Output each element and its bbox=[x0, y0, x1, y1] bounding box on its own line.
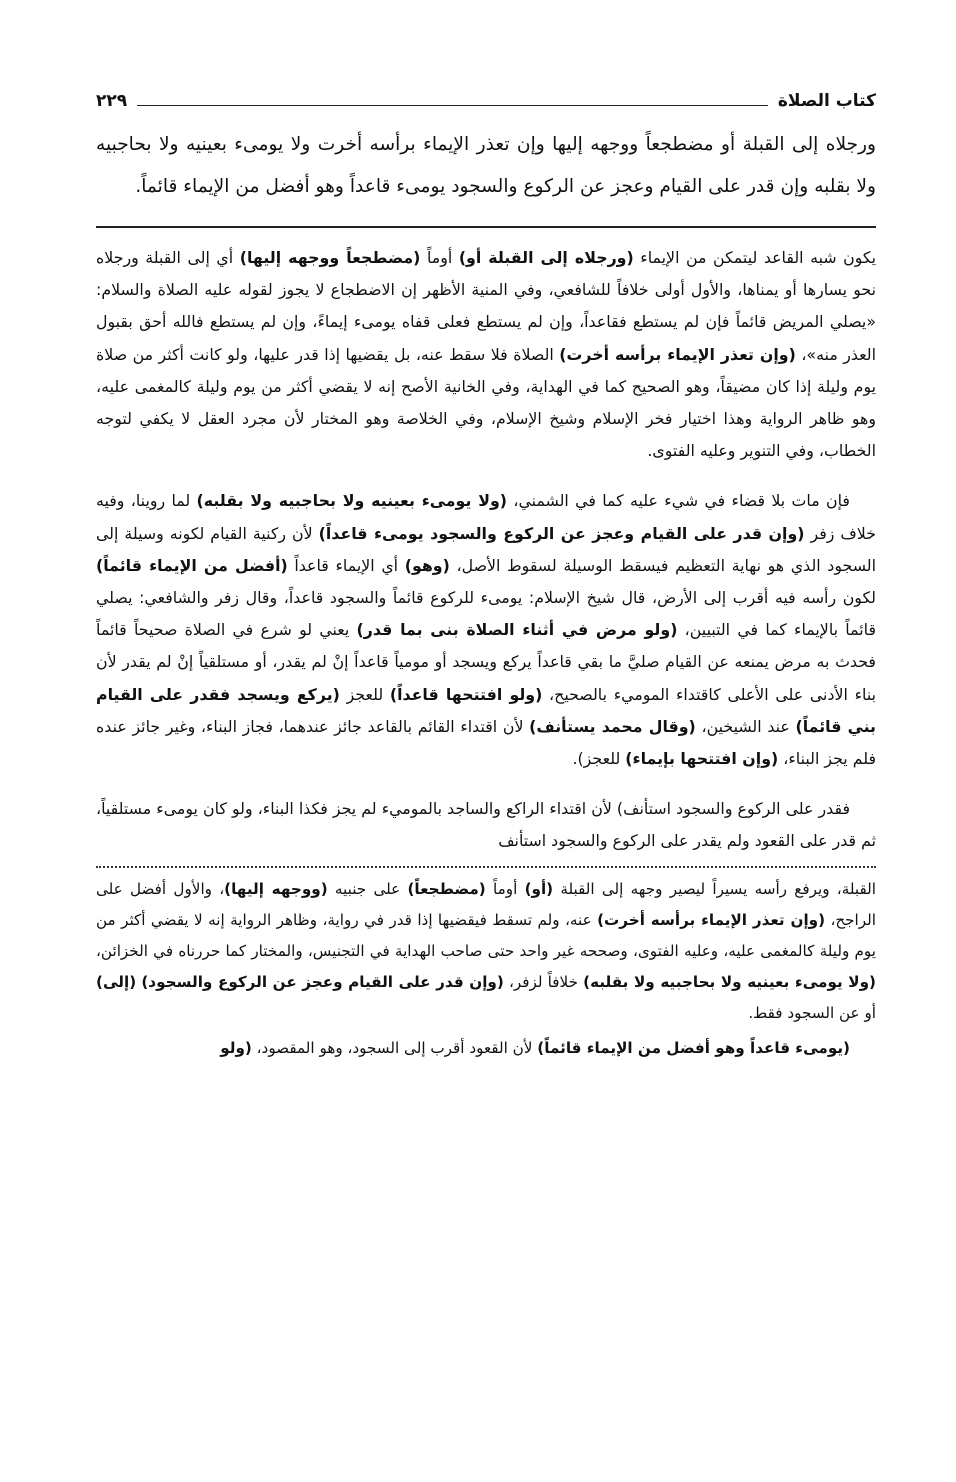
matn-quote-bold: (ولا يومىء بعينيه ولا بحاجبيه ولا بقلبه) bbox=[583, 972, 876, 991]
sharh-paragraph-1 bbox=[96, 242, 876, 467]
commentary-text: لأن القعود أقرب إلى السجود، وهو المقصود، bbox=[251, 1038, 538, 1057]
footnote-divider bbox=[96, 866, 876, 868]
commentary-text: عنه، ولم تسقط فيقضيها إذا قدر في رواية، وظاهر الرواية إنه لا يقضي أكثر من يوم وليلة كالمغمى عليه، وعليه الفتوى، وصححه غير واحد حتى صاحب الهداية في التجنيس، والمختار كما حررناه في الخزائن، bbox=[96, 910, 876, 960]
commentary-text: أوماً bbox=[420, 248, 459, 267]
matn-quote-bold: (أفضل من الإيماء قائماً) bbox=[96, 555, 288, 575]
commentary-text: على جنبيه bbox=[327, 879, 408, 898]
commentary-text: لأن ركنية القيام لكونه وسيلة إلى السجود الذي هو نهاية التعظيم فيسقط الوسيلة لسقوط الأصل، bbox=[96, 523, 876, 575]
sharh-commentary-block bbox=[96, 242, 876, 858]
matn-quote-bold: (وإن افتتحها بإيماء) bbox=[625, 749, 779, 769]
commentary-text: خلافاً لزفر، bbox=[503, 972, 584, 991]
matn-quote-bold: (وهو) bbox=[404, 555, 450, 575]
matn-quote-bold: (أو) bbox=[524, 879, 554, 898]
commentary-text: أي الإيماء قاعداً bbox=[287, 555, 405, 575]
hashiya-paragraph-2 bbox=[96, 1033, 876, 1064]
hashiya-footnote-block bbox=[96, 874, 876, 1064]
matn-divider bbox=[96, 226, 876, 228]
sharh-paragraph-2 bbox=[96, 485, 876, 775]
commentary-text: يكون شبه القاعد ليتمكن من الإيماء bbox=[633, 248, 877, 267]
commentary-text: لأن اقتداء القائم بالقاعد جائز عندهما، فجاز البناء، وغير جائز عنده فلم يجز البناء، bbox=[96, 716, 876, 769]
sharh-paragraph-3 bbox=[96, 793, 876, 857]
matn-quote-bold: (يركع ويسجد فقدر على القيام بني قائماً) bbox=[96, 684, 876, 736]
commentary-text: ، والأول أفضل على الراجح، bbox=[96, 879, 876, 929]
commentary-text: للعجز bbox=[339, 684, 390, 704]
matn-quote-bold: (ووجهه إليها) bbox=[224, 879, 328, 898]
matn-quote-bold: (وإن قدر على القيام وعجز عن الركوع والسجود) bbox=[141, 972, 504, 991]
matn-quote-bold: (وإن تعذر الإيماء برأسه أخرت) bbox=[559, 344, 796, 364]
hashiya-paragraph-1 bbox=[96, 874, 876, 1029]
matn-quote-bold: (وإن قدر على القيام وعجز عن الركوع والسجود يومىء قاعداً) bbox=[318, 523, 805, 543]
page-number: ٢٢٩ bbox=[96, 91, 128, 111]
matn-quote-bold: (ولو bbox=[220, 1038, 252, 1057]
matn-quote-bold: (ولو افتتحها قاعداً) bbox=[389, 684, 543, 704]
commentary-text: القبلة، ويرفع رأسه يسيراً ليصير وجهه إلى القبلة bbox=[553, 879, 876, 898]
book-page bbox=[96, 70, 876, 1470]
matn-quote-bold: (يومىء قاعداً وهو أفضل من الإيماء قائماً) bbox=[537, 1038, 850, 1057]
matn-quote-bold: (ورجلاه إلى القبلة أو) bbox=[458, 248, 634, 267]
matn-paragraph: ورجلاه إلى القبلة أو مضطجعاً ووجهه إليها وإن تعذر الإيماء برأسه أخرت ولا يومىء بعينيه ولا بحاجبيه ولا بقلبه وإن قدر على القيام وعجز عن الركوع والسجود يومىء قاعداً وهو أفضل من الإيماء قائماً. bbox=[96, 134, 876, 197]
matn-quote-bold: (وقال محمد يستأنف) bbox=[529, 716, 696, 736]
commentary-text: فقدر على الركوع والسجود استأنف) لأن اقتداء الراكع والساجد بالموميء لم يجز فكذا البناء، ولو كان يومىء مستلقياً، ثم قدر على القعود ولم يقدر على الركوع والسجود استأنف bbox=[96, 799, 876, 851]
commentary-text: يعني لو شرع في الصلاة صحيحاً قائماً فحدث به مرض يمنعه عن القيام صليَّ ما بقي قاعداً يركع ويسجد أو مومياً قاعداً إنْ لم يقدر، أو مستلقياً إنْ لم يقدر لأن بناء الأدنى على الأعلى كاقتداء الموميء بالصحيح، bbox=[96, 620, 876, 704]
commentary-text: لكون رأسه فيه أقرب إلى الأرض، قال شيخ الإسلام: يومىء للركوع قائماً والسجود قاعداً، وقال زفر والشافعي: يصلي قائماً بالإيماء كما في التبيين، bbox=[96, 588, 876, 640]
matn-text-block bbox=[96, 124, 876, 208]
commentary-text: أوماً bbox=[485, 879, 525, 898]
commentary-text: فإن مات بلا قضاء في شيء عليه كما في الشمني، bbox=[507, 491, 850, 511]
running-header bbox=[96, 70, 876, 110]
matn-quote-bold: (إلى) bbox=[96, 972, 137, 991]
chapter-title: كتاب الصلاة bbox=[777, 91, 876, 111]
matn-quote-bold: (وإن تعذر الإيماء برأسه أخرت) bbox=[597, 910, 826, 929]
matn-quote-bold: (ولو مرض في أثناء الصلاة بنى بما قدر) bbox=[356, 620, 678, 640]
commentary-text: الصلاة فلا سقط عنه، بل يقضيها إذا قدر عليها، ولو كانت أكثر من صلاة يوم وليلة إذا كان مضيقاً، وهو الصحيح كما في الهداية، وفي الخانية الأصح إنه لا يقضي أكثر من يوم وليلة كالمغمى عليه، وهو ظاهر الرواية وهذا اختيار فخر الإسلام وشيخ الإسلام، وفي الخلاصة وهو المختار لأن مجرد العقل لا يكفي لتوجه الخطاب، وفي التنوير وعليه الفتوى. bbox=[96, 344, 876, 461]
matn-quote-bold: (مضطجعاً) bbox=[407, 879, 486, 898]
commentary-text: أو عن السجود فقط. bbox=[748, 1003, 876, 1022]
commentary-text: أي إلى القبلة ورجلاه نحو يسارها أو يمناها، والأول أولى خلافاً للشافعي، وفي المنية الأظهر إن الاضطجاع لا يجوز لقوله عليه الصلاة والسلام: «يصلي المريض قائماً فإن لم يستطع فقاعداً، وإن لم يستطع فعلى قفاه يومىء إيماءً، وإن لم يستطع فالله أحق بقبول العذر منه»، bbox=[96, 248, 877, 364]
header-rule bbox=[137, 105, 768, 106]
matn-quote-bold: (مضطجعاً ووجهه إليها) bbox=[239, 248, 421, 267]
commentary-text: عند الشيخين، bbox=[695, 716, 796, 736]
commentary-text: لما روينا، وفيه خلاف زفر bbox=[96, 491, 876, 543]
matn-quote-bold: (ولا يومىء بعينيه ولا بحاجبيه ولا بقلبه) bbox=[196, 491, 508, 511]
commentary-text: للعجز). bbox=[572, 749, 626, 769]
